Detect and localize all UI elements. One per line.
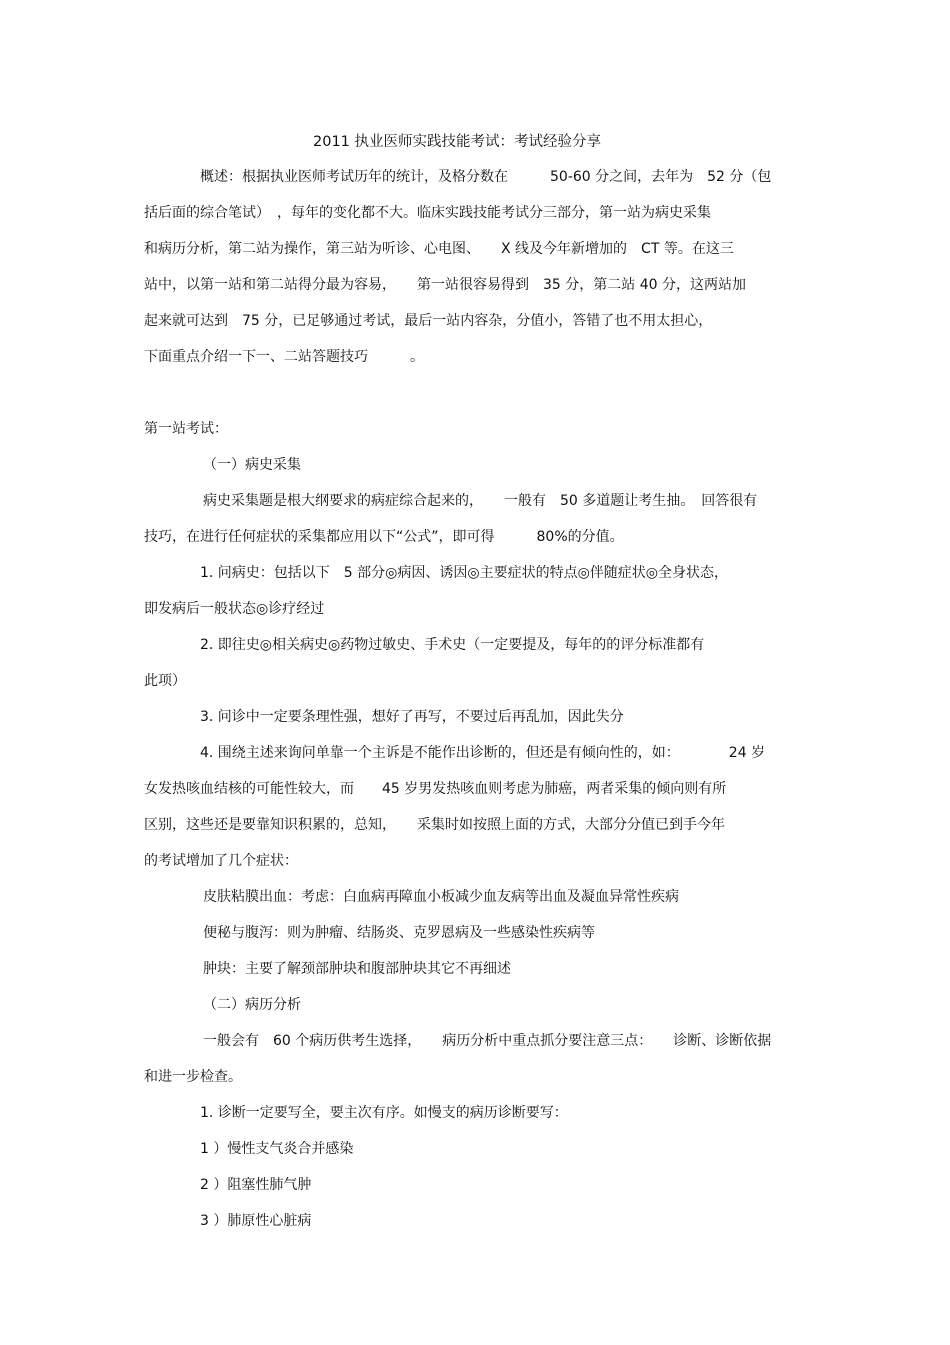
sub-item-3: 3 ）肺原性心脏病 xyxy=(200,1213,312,1229)
overview-line-5: 起来就可达到 75 分，已足够通过考试，最后一站内容杂，分值小，答错了也不用太担心， xyxy=(144,313,713,329)
list-item-4-cont: 区别，这些还是要靠知识积累的，总知， 采集时如按照上面的方式，大部分分值已到手今年 xyxy=(144,817,725,833)
symptom-line: 肿块：主要了解颈部肿块和腹部肿块其它不再细述 xyxy=(203,961,511,977)
sub-item-1: 1 ）慢性支气炎合并感染 xyxy=(200,1141,354,1157)
overview-line-6: 下面重点介绍一下一、二站答题技巧 。 xyxy=(144,349,424,365)
list-item-2-cont: 此项） xyxy=(144,673,186,689)
list-item-1: 1. 问病史：包括以下 5 部分◎病因、诱因◎主要症状的特点◎伴随症状◎全身状态， xyxy=(200,565,729,581)
section-heading-station-1: 第一站考试： xyxy=(144,421,228,437)
symptom-line: 皮肤粘膜出血：考虑：白血病再障血小板减少血友病等出血及凝血异常性疾病 xyxy=(203,889,679,905)
overview-line-2: 括后面的综合笔试） ，每年的变化都不大。临床实践技能考试分三部分，第一站为病史采集 xyxy=(144,205,711,221)
list-item-4: 4. 围绕主述来询问单靠一个主诉是不能作出诊断的，但还是有倾向性的，如： 24 岁 xyxy=(200,745,766,761)
paragraph-line: 病史采集题是根大纲要求的病症综合起来的， 一般有 50 多道题让考生抽。 回答很有 xyxy=(203,493,758,509)
list-item-1-cont: 即发病后一般状态◎诊疗经过 xyxy=(144,601,325,617)
overview-line-3: 和病历分析，第二站为操作，第三站为听诊、心电图、 X 线及今年新增加的 CT 等。在这三 xyxy=(144,241,734,257)
list-item-4-cont: 的考试增加了几个症状： xyxy=(144,853,298,869)
overview-line-4: 站中，以第一站和第二站得分最为容易， 第一站很容易得到 35 分，第二站 40 分，这两站加 xyxy=(144,277,746,293)
overview-line-1: 概述：根据执业医师考试历年的统计，及格分数在 50-60 分之间，去年为 52 分（包 xyxy=(200,169,772,185)
paragraph-line: 和进一步检查。 xyxy=(144,1069,242,1085)
paragraph-line: 一般会有 60 个病历供考生选择， 病历分析中重点抓分要注意三点： 诊断、诊断依据 xyxy=(203,1033,772,1049)
document-title: 2011 执业医师实践技能考试：考试经验分享 xyxy=(313,134,602,150)
subsection-case-analysis: （二）病历分析 xyxy=(203,997,301,1013)
paragraph-line: 技巧，在进行任何症状的采集都应用以下“公式”，即可得 80%的分值。 xyxy=(144,529,624,545)
subsection-history-taking: （一）病史采集 xyxy=(203,457,301,473)
list-item-3: 3. 问诊中一定要条理性强，想好了再写，不要过后再乱加，因此失分 xyxy=(200,709,624,725)
list-item-2: 2. 即往史◎相关病史◎药物过敏史、手术史（一定要提及，每年的的评分标准都有 xyxy=(200,637,705,653)
symptom-line: 便秘与腹泻：则为肿瘤、结肠炎、克罗恩病及一些感染性疾病等 xyxy=(203,925,595,941)
sub-item-2: 2 ）阻塞性肺气肿 xyxy=(200,1177,312,1193)
list-item-diagnosis: 1. 诊断一定要写全，要主次有序。如慢支的病历诊断要写： xyxy=(200,1105,568,1121)
list-item-4-cont: 女发热咳血结核的可能性较大，而 45 岁男发热咳血则考虑为肺癌，两者采集的倾向则有所 xyxy=(144,781,727,797)
